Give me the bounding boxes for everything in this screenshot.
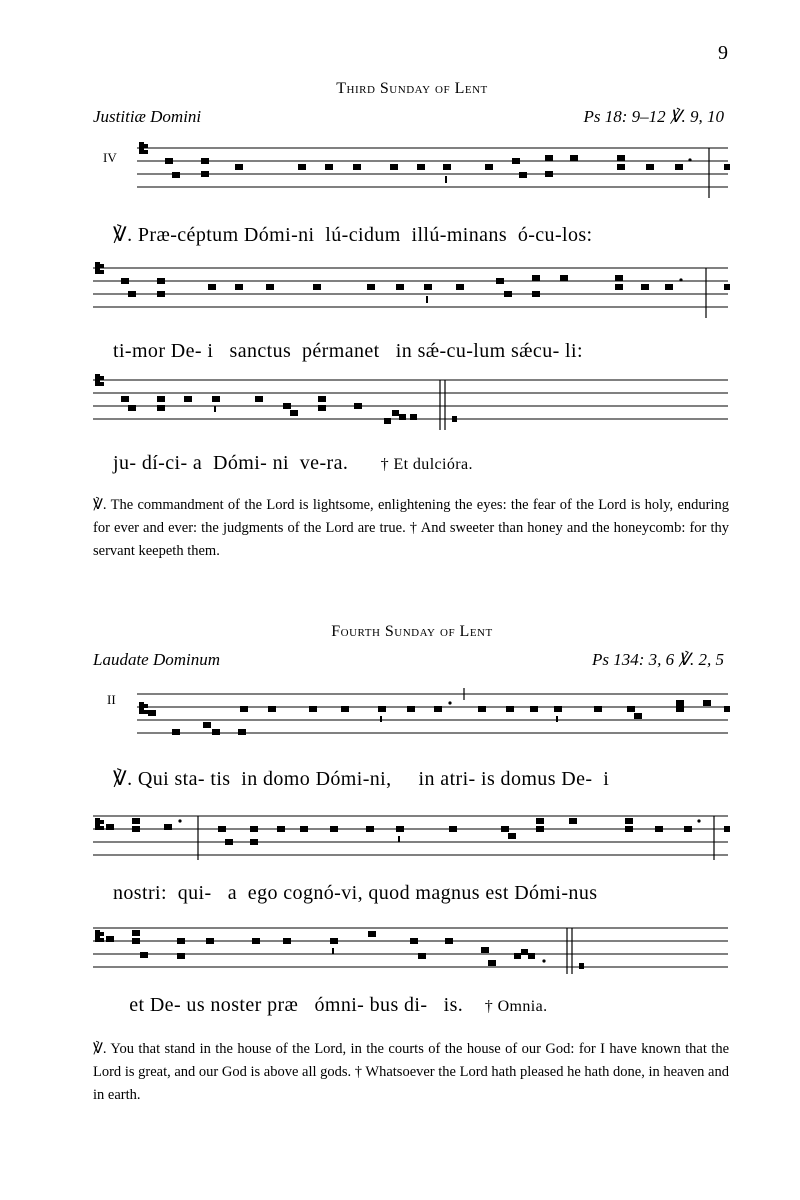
- chant-staff: [0, 918, 800, 978]
- c-clef: [95, 262, 104, 274]
- chant-staff: [0, 684, 800, 744]
- psalm-reference: Ps 18: 9–12 ℣. 9, 10: [583, 107, 724, 126]
- neumes: [121, 396, 457, 424]
- translation: ℣. You that stand in the house of the Lord, in the courts of the house of our God: for I have known that the Lord is great, and our God is above all gods. † Whatsoever the Lord hath pleased he hath done, in heaven and in earth.: [93, 1041, 729, 1103]
- c-clef: [139, 142, 148, 154]
- staff-lines: [137, 148, 728, 187]
- lyric-line: ℣. Qui sta- tis in domo Dómi-ni, in atri- is domus De- i: [113, 768, 610, 790]
- section-title: Third Sunday of Lent: [336, 80, 488, 97]
- lyric-line: [113, 994, 548, 1017]
- chant-staff: [0, 806, 800, 866]
- c-clef: [95, 930, 104, 942]
- cue-text: † Et dulcióra.: [380, 456, 473, 473]
- chant-incipit: Justitiæ Domini: [93, 107, 202, 126]
- staff-lines: [93, 268, 728, 307]
- neumes: [121, 275, 730, 303]
- chant-incipit: Laudate Dominum: [93, 650, 221, 669]
- c-clef: [95, 374, 104, 386]
- neumes: [106, 818, 730, 845]
- lyric-line: ti-mor De- i sanctus pérmanet in sǽ-cu-lum sǽcu- li:: [113, 340, 583, 362]
- cue-text: † Omnia.: [484, 998, 548, 1015]
- c-clef: [95, 818, 104, 830]
- staff-lines: [93, 928, 728, 967]
- neumes: [148, 700, 730, 735]
- chant-staff: [0, 370, 800, 430]
- lyric-line: [113, 452, 473, 475]
- lyric-line: ℣. Præ-céptum Dómi-ni lú-cidum illú-minans ó-cu-los:: [113, 224, 593, 246]
- lyric-text: ju- dí-ci- a Dómi- ni ve-ra.: [113, 452, 349, 474]
- chant-staff: [0, 138, 800, 198]
- mode-label: IV: [103, 150, 117, 165]
- lyric-line: nostri: qui- a ego cognó-vi, quod magnus est Dómi-nus: [113, 882, 598, 904]
- neumes: [106, 930, 584, 969]
- section-title: Fourth Sunday of Lent: [331, 623, 493, 640]
- neumes: [165, 155, 730, 183]
- translation: ℣. The commandment of the Lord is lightsome, enlightening the eyes: the fear of the Lord is holy, enduring for ever and ever: the judgments of the Lord are true. † And sweeter than honey and the honeycomb: for thy servant keepeth them.: [93, 497, 729, 559]
- c-clef: [139, 702, 148, 714]
- chant-staff: [0, 258, 800, 318]
- page-number: 9: [718, 42, 728, 64]
- psalm-reference: Ps 134: 3, 6 ℣. 2, 5: [591, 650, 724, 669]
- mode-label: II: [107, 692, 116, 707]
- lyric-text: et De- us noster præ ómni- bus di- is.: [113, 994, 464, 1016]
